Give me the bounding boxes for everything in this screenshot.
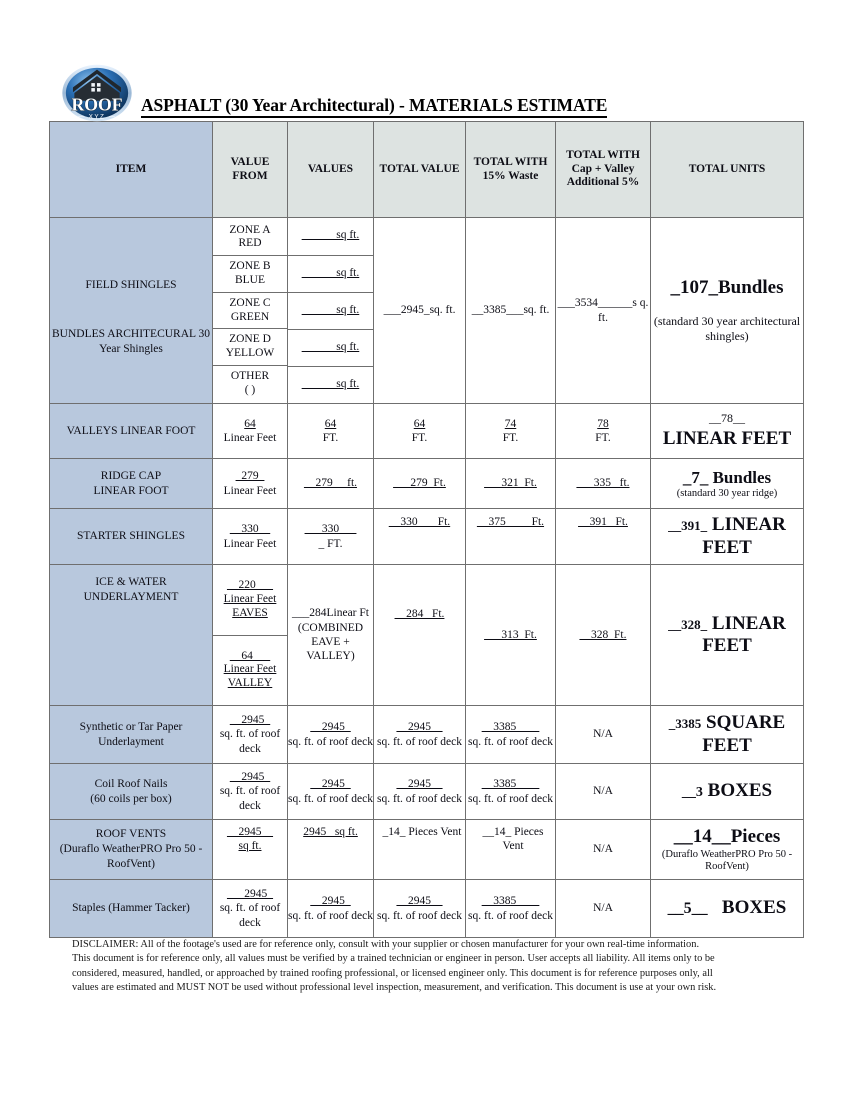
values-coil-nails[interactable] xyxy=(288,764,374,820)
total-value-staples[interactable] xyxy=(374,880,466,938)
svg-text:ROOF: ROOF xyxy=(71,94,123,115)
zone-other-label: OTHER ( ) xyxy=(213,365,287,401)
total-units-value: __14__Pieces xyxy=(673,826,781,848)
total-units-staples[interactable] xyxy=(651,880,804,938)
total-units-value: __328_ xyxy=(668,616,708,632)
total-cap-valley-coil-nails[interactable]: N/A xyxy=(556,764,651,820)
total-units-field-shingles[interactable] xyxy=(651,218,804,404)
total-15-coil-nails[interactable] xyxy=(466,764,556,820)
total-units-label: BOXES xyxy=(721,897,787,919)
total-units-note: (standard 30 year ridge) xyxy=(676,487,778,499)
value-unit: sq. ft. of roof deck xyxy=(468,909,553,922)
roof-xyz-logo xyxy=(61,64,133,122)
total-cap-valley-ice-water[interactable] xyxy=(556,565,651,706)
total-units-valleys[interactable] xyxy=(651,404,804,459)
value-from-starter[interactable] xyxy=(213,509,288,565)
item-line: RIDGE CAP xyxy=(100,469,162,482)
value-text: __375____ Ft. xyxy=(476,516,545,528)
zone-c-label: ZONE C GREEN xyxy=(213,292,287,329)
total-value-synthetic[interactable] xyxy=(374,706,466,764)
item-line: BUNDLES ARCHITECURAL 30 Year Shingles xyxy=(51,328,211,355)
value-unit: Linear Feet xyxy=(223,484,277,497)
value-unit: sq. ft. of roof deck xyxy=(288,735,373,748)
item-line: LINEAR FOOT xyxy=(93,484,169,497)
disclaimer-line: considered, measured, handled, or approached by trained roofing professional, or licensed engineer only. This document is for reference purposes only, all xyxy=(72,967,713,979)
value-number: __330__ xyxy=(229,523,271,536)
value-number: 74 xyxy=(504,417,517,430)
total-value-coil-nails[interactable] xyxy=(374,764,466,820)
table-row xyxy=(50,880,804,938)
row-item-coil-roof-nails xyxy=(50,764,213,820)
values-synthetic[interactable] xyxy=(288,706,374,764)
total-units-label: BOXES xyxy=(707,780,773,802)
value-text: 2945_ sq ft. xyxy=(303,826,358,838)
value-unit: sq. ft. of roof deck xyxy=(377,735,462,748)
value-unit: Linear Feet xyxy=(223,537,277,550)
value-number: __2945_ xyxy=(229,713,271,726)
table-row xyxy=(50,459,804,509)
total-15-starter[interactable] xyxy=(466,509,556,565)
zone-other-value[interactable]: ______sq ft. xyxy=(301,377,360,390)
table-row xyxy=(50,764,804,820)
value-unit: FT. xyxy=(411,432,428,444)
col-header-value-from: VALUE FROM xyxy=(213,122,288,218)
value-unit: sq. ft. of roof deck xyxy=(468,735,553,748)
table-header-row xyxy=(50,122,804,218)
zone-a-value[interactable]: ______sq ft. xyxy=(301,229,360,242)
value-number: __2945__ xyxy=(396,895,443,908)
row-item-roof-vents xyxy=(50,820,213,880)
total-cap-valley-field-shingles[interactable]: ___3534______s q. ft. xyxy=(556,218,651,404)
value-number: 64 xyxy=(324,417,337,430)
total-value-ridge-cap[interactable] xyxy=(374,459,466,509)
row-item-synthetic-tar-paper: Synthetic or Tar Paper Underlayment xyxy=(50,706,213,764)
values-staples[interactable] xyxy=(288,880,374,938)
roof-house-icon xyxy=(61,64,133,122)
item-line: ROOF VENTS xyxy=(95,828,167,841)
total-units-value: __78__ xyxy=(709,411,745,426)
item-line: (60 coils per box) xyxy=(90,792,172,805)
total-units-label: LINEAR FEET xyxy=(702,514,786,558)
zone-a-label: ZONE A RED xyxy=(213,220,287,256)
zone-c-value[interactable]: ______sq ft. xyxy=(301,303,360,316)
value-from-staples[interactable] xyxy=(213,880,288,938)
value-number: ___330___ xyxy=(304,523,357,536)
value-text: __330___ Ft. xyxy=(388,516,451,528)
value-text: ___321_Ft. xyxy=(484,477,537,490)
total-units-roof-vents[interactable] xyxy=(651,820,804,880)
value-number: __3385____ xyxy=(481,895,540,908)
values-ridge-cap[interactable] xyxy=(288,459,374,509)
values-valleys[interactable] xyxy=(288,404,374,459)
value-unit: sq. ft. of roof deck xyxy=(377,792,462,805)
zone-d-value[interactable]: ______sq ft. xyxy=(301,340,360,353)
row-item-ridge-cap xyxy=(50,459,213,509)
value-number: __2945__ xyxy=(396,721,443,734)
disclaimer-text xyxy=(72,938,784,995)
total-units-coil-nails[interactable] xyxy=(651,764,804,820)
total-15-roof-vents[interactable]: __14_ Pieces Vent xyxy=(466,820,556,880)
total-15-field-shingles[interactable]: __3385___sq. ft. xyxy=(466,218,556,404)
value-text: __328_Ft. xyxy=(579,628,627,641)
total-units-value: __391_ xyxy=(668,518,708,534)
total-units-ice-water[interactable] xyxy=(651,565,804,706)
value-unit: sq. ft. of roof deck xyxy=(288,909,373,922)
value-from-coil-nails[interactable] xyxy=(213,764,288,820)
value-unit: sq ft. xyxy=(238,840,262,853)
row-item-valleys-linear-foot: VALLEYS LINEAR FOOT xyxy=(50,404,213,459)
total-units-note: (standard 30 year architectural shingles) xyxy=(653,313,801,344)
value-number: __2945__ xyxy=(396,778,443,791)
table-row xyxy=(50,509,804,565)
total-cap-valley-roof-vents[interactable]: N/A xyxy=(556,820,651,880)
zone-b-label: ZONE B BLUE xyxy=(213,256,287,293)
total-15-staples[interactable] xyxy=(466,880,556,938)
disclaimer-line: This document is for reference only, all values must be verified by a trained technician or engineer in person. User accepts all liability. All items only to be xyxy=(72,953,715,965)
values-zones xyxy=(288,218,374,404)
value-number: 64 xyxy=(413,417,426,430)
value-unit: sq. ft. of roof deck xyxy=(377,909,462,922)
total-units-value: _107_Bundles xyxy=(670,276,784,298)
col-header-total-cap-valley: TOTAL WITH Cap + Valley Additional 5% xyxy=(556,122,651,218)
value-from-valleys[interactable] xyxy=(213,404,288,459)
value-unit: sq. ft. of roof deck xyxy=(219,728,281,755)
page-title: ASPHALT (30 Year Architectural) - MATERIALS ESTIMATE xyxy=(141,95,607,118)
total-cap-valley-ridge-cap[interactable] xyxy=(556,459,651,509)
item-line: Coil Roof Nails xyxy=(94,777,168,790)
total-value-starter[interactable] xyxy=(374,509,466,565)
value-from-roof-vents[interactable] xyxy=(213,820,288,880)
value-number: ___2945_ xyxy=(227,887,273,900)
value-unit: sq. ft. of roof deck xyxy=(219,902,281,929)
table-row xyxy=(50,404,804,459)
values-starter[interactable] xyxy=(288,509,374,565)
valley-block[interactable]: __64___ Linear Feet VALLEY xyxy=(213,635,287,705)
values-ice-water[interactable]: ___284Linear Ft (COMBINED EAVE + VALLEY) xyxy=(288,565,374,706)
total-units-synthetic[interactable] xyxy=(651,706,804,764)
svg-text:— XYZ —: — XYZ — xyxy=(77,113,117,121)
value-unit: FT. xyxy=(502,432,519,444)
value-text: ___335_ ft. xyxy=(576,477,630,490)
item-line: (Duraflo WeatherPRO Pro 50 - RoofVent) xyxy=(59,843,203,870)
value-unit: _ FT. xyxy=(318,537,343,550)
total-value-roof-vents[interactable]: _14_ Pieces Vent xyxy=(374,820,466,880)
value-number: __2945_ xyxy=(310,895,351,908)
value-number: __3385____ xyxy=(481,721,540,734)
value-from-ridge-cap[interactable] xyxy=(213,459,288,509)
total-15-valleys[interactable] xyxy=(466,404,556,459)
table-row xyxy=(50,820,804,880)
table-row xyxy=(50,706,804,764)
col-header-total-value: TOTAL VALUE xyxy=(374,122,466,218)
total-cap-valley-starter[interactable] xyxy=(556,509,651,565)
table-row xyxy=(50,218,804,404)
value-number: __3385____ xyxy=(481,778,540,791)
total-units-label: LINEAR FEET xyxy=(662,428,792,450)
value-number: 64 xyxy=(244,417,256,430)
total-units-note: (Duraflo WeatherPRO Pro 50 - RoofVent) xyxy=(661,848,793,873)
total-units-value: __5__ xyxy=(667,900,708,918)
disclaimer-line: values are estimated and MUST NOT be used without professional level inspection, measurement, and verification. This document is use at your own risk. xyxy=(72,982,717,994)
value-number: __2945_ xyxy=(229,770,271,783)
total-15-ice-water[interactable] xyxy=(466,565,556,706)
document-header xyxy=(49,64,803,120)
total-15-ridge-cap[interactable] xyxy=(466,459,556,509)
materials-estimate-table xyxy=(49,121,804,938)
value-from-zones xyxy=(213,218,288,404)
table-row xyxy=(50,565,804,706)
col-header-item: ITEM xyxy=(50,122,213,218)
value-text: __391_ Ft. xyxy=(578,516,628,528)
eaves-block[interactable]: __220___ Linear Feet EAVES xyxy=(213,565,287,635)
value-number: _279_ xyxy=(235,470,265,483)
value-unit: FT. xyxy=(595,432,611,444)
item-line: FIELD SHINGLES xyxy=(85,279,177,292)
total-units-label: SQUARE FEET xyxy=(702,712,786,756)
value-number: 78 xyxy=(597,417,609,430)
value-from-synthetic[interactable] xyxy=(213,706,288,764)
zone-d-label: ZONE D YELLOW xyxy=(213,329,287,366)
total-15-synthetic[interactable] xyxy=(466,706,556,764)
value-unit: sq. ft. of roof deck xyxy=(219,785,281,812)
total-value-valleys[interactable] xyxy=(374,404,466,459)
col-header-total-units: TOTAL UNITS xyxy=(651,122,804,218)
value-unit: sq. ft. of roof deck xyxy=(288,792,373,805)
value-number: __2945__ xyxy=(227,826,273,838)
value-number: __2945_ xyxy=(310,721,351,734)
total-units-value: _3385 xyxy=(668,716,702,732)
total-cap-valley-synthetic[interactable]: N/A xyxy=(556,706,651,764)
zone-b-value[interactable]: ______sq ft. xyxy=(301,266,360,279)
total-cap-valley-valleys[interactable] xyxy=(556,404,651,459)
row-item-ice-water: ICE & WATER UNDERLAYMENT xyxy=(50,565,213,706)
total-units-ridge-cap[interactable] xyxy=(651,459,804,509)
value-text: ___313_Ft. xyxy=(484,628,537,641)
col-header-values: VALUES xyxy=(288,122,374,218)
value-text: __284_ Ft. xyxy=(394,608,445,620)
total-value-ice-water[interactable] xyxy=(374,565,466,706)
value-unit: Linear Feet xyxy=(223,432,277,444)
total-units-value: _7_ Bundles xyxy=(682,467,772,487)
row-item-staples: Staples (Hammer Tacker) xyxy=(50,880,213,938)
value-text: ___279_Ft. xyxy=(393,477,446,490)
value-text: __279__ ft. xyxy=(303,477,358,490)
value-unit: sq. ft. of roof deck xyxy=(468,792,553,805)
total-units-starter[interactable] xyxy=(651,509,804,565)
row-item-starter-shingles: STARTER SHINGLES xyxy=(50,509,213,565)
total-cap-valley-staples[interactable]: N/A xyxy=(556,880,651,938)
value-number: __2945_ xyxy=(310,778,351,791)
col-header-total-15-waste: TOTAL WITH 15% Waste xyxy=(466,122,556,218)
values-roof-vents[interactable] xyxy=(288,820,374,880)
row-item-field-shingles xyxy=(50,218,213,404)
total-value-field-shingles[interactable]: ___2945_sq. ft. xyxy=(374,218,466,404)
value-from-ice-water xyxy=(213,565,288,706)
disclaimer-line: DISCLAIMER: All of the footage's used are for reference only, consult with your supplier or chosen manufacturer for your own real-time information. xyxy=(72,939,700,950)
total-units-label: LINEAR FEET xyxy=(702,612,786,656)
total-units-value: __3 xyxy=(681,785,703,801)
value-unit: FT. xyxy=(322,432,339,444)
